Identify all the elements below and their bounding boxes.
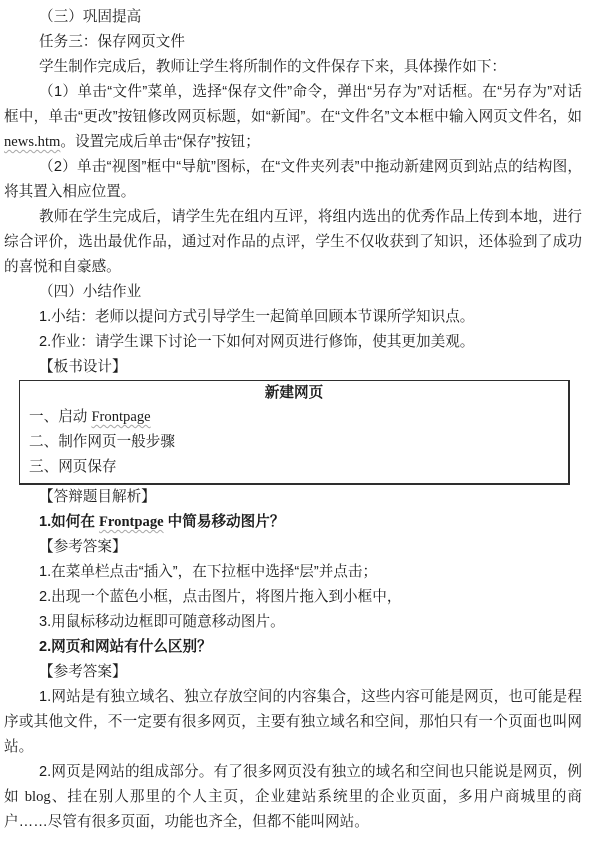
- intro-paragraph: 学生制作完成后，教师让学生将所制作的文件保存下来，具体操作如下：: [39, 59, 507, 75]
- board-design-box: [19, 380, 570, 485]
- board-item-1-text: 一、启动: [29, 409, 92, 425]
- step2-paragraph: （2）单击“视图”框中“导航”图标，在“文件夹列表”中拖动新建网页到站点的结构图，将其置入相应位置。: [4, 159, 582, 200]
- q1-en: Frontpage: [99, 514, 164, 530]
- filename-text: news.htm: [4, 134, 61, 150]
- defense-question-2: 2.网页和网站有什么区别？: [39, 639, 212, 655]
- board-item-1: [26, 405, 562, 430]
- step1-text: （1）单击“文件”菜单，选择“保存文件”命令，弹出“另存为”对话框。在“另存为”对话框中，单击“更改”按钮修改网页标题，如“新闻”。在“文件名”文本框中输入网页文件名，如: [4, 84, 582, 125]
- board-item-2: 二、制作网页一般步骤: [29, 434, 175, 450]
- reference-answer-heading-2: 【参考答案】: [39, 664, 127, 680]
- answer1-step3: 3.用鼠标移动边框即可随意移动图片。: [39, 614, 285, 630]
- section-heading-summary: （四）小结作业: [39, 284, 142, 300]
- reference-answer-heading-1: 【参考答案】: [39, 539, 127, 555]
- evaluation-paragraph: 教师在学生完成后，请学生先在组内互评，将组内选出的优秀作品上传到本地，进行综合评价，选出最优作品，通过对作品的点评，学生不仅收获到了知识，还体验到了成功的喜悦和自豪感。: [4, 209, 582, 275]
- board-title: 新建网页: [264, 385, 324, 401]
- step1-text-end: 。设置完成后单击“保存”按钮；: [60, 134, 260, 150]
- a2p2-text-end: 、挂在别人那里的个人主页，企业建站系统里的企业页面，多用户商城里的商户……尽管有很多页面，功能也齐全，但都不能叫网站。: [4, 789, 582, 830]
- board-item-1-en: Frontpage: [91, 409, 151, 425]
- task-line: 任务三：保存网页文件: [39, 34, 185, 50]
- a2p2-text: 2.网页是网站的组成部分。有了很多网页没有独立的域名和空间也只能说是网页，例如: [4, 764, 582, 805]
- answer2-paragraph-2: [4, 760, 582, 835]
- answer1-step2: 2.出现一个蓝色小框，点击图片，将图片拖入到小框中，: [39, 589, 402, 605]
- step1-paragraph: [4, 80, 582, 155]
- q1-text-end: 中简易移动图片？: [163, 514, 285, 530]
- section-heading-consolidate: （三）巩固提高: [39, 9, 142, 25]
- answer1-step1: 1.在菜单栏点击“插入”，在下拉框中选择“层”并点击；: [39, 564, 378, 580]
- answer2-paragraph-1: 1.网站是有独立域名、独立存放空间的内容集合，这些内容可能是网页，也可能是程序或其他文件，不一定要有很多网页，主要有独立域名和空间，那怕只有一个页面也叫网站。: [4, 689, 582, 755]
- board-item-3: 三、网页保存: [29, 459, 117, 475]
- defense-heading: 【答辩题目解析】: [39, 489, 156, 505]
- defense-question-1: [4, 510, 582, 535]
- q1-text: 1.如何在: [39, 514, 100, 530]
- homework-item: 2.作业：请学生课下讨论一下如何对网页进行修饰，使其更加美观。: [39, 334, 475, 350]
- a2p2-en: blog: [24, 789, 51, 805]
- summary-item: 1.小结：老师以提问方式引导学生一起简单回顾本节课所学知识点。: [39, 309, 475, 325]
- board-design-heading: 【板书设计】: [39, 359, 127, 375]
